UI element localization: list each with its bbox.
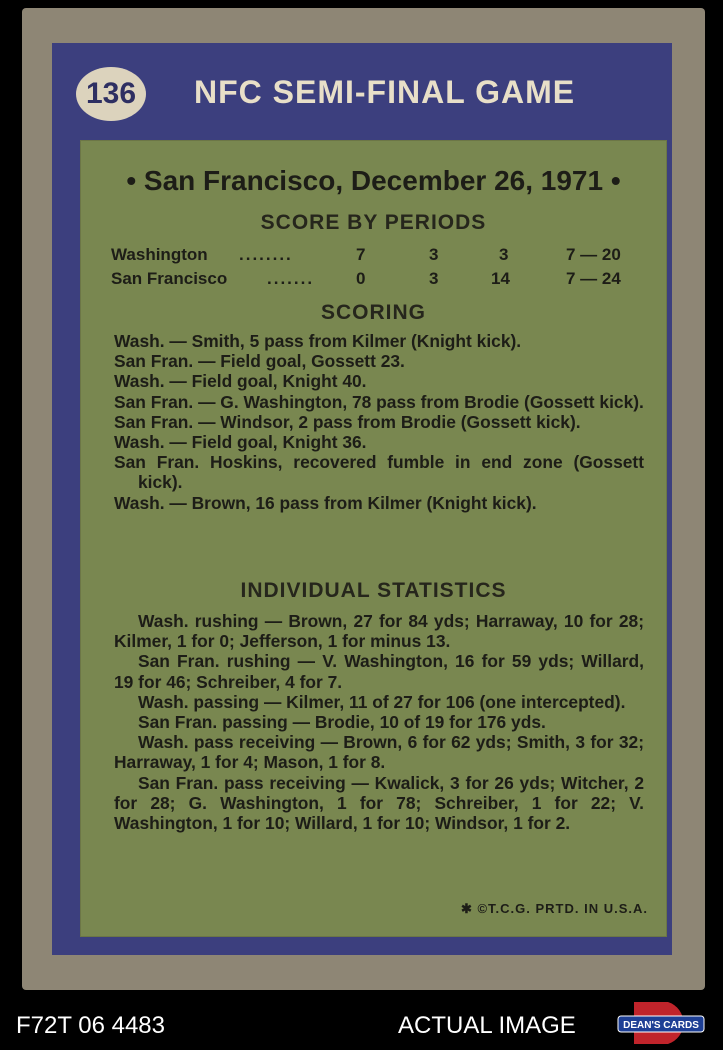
scoring-entry: Wash. — Smith, 5 pass from Kilmer (Knight kick). bbox=[114, 331, 522, 351]
period-3: 14 bbox=[491, 269, 510, 288]
period-2: 3 bbox=[429, 269, 439, 288]
scoring-entry: San Fran. — Field goal, Gossett 23. bbox=[114, 351, 405, 372]
score-row bbox=[111, 245, 646, 267]
team-name: San Francisco bbox=[111, 269, 228, 288]
stats-entry: Wash. pass receiving — Brown, 6 for 62 yds; Smith, 3 for 32; Harraway, 1 for 4; Mason, 1 for 8. bbox=[114, 732, 644, 773]
scoring-entry: Wash. — Field goal, Knight 36. bbox=[114, 432, 367, 453]
period-4-total: 7 — 20 bbox=[566, 245, 621, 264]
period-1: 7 bbox=[356, 245, 366, 264]
period-1: 0 bbox=[356, 269, 366, 288]
stats-entry: San Fran. rushing — V. Washington, 16 for 59 yds; Willard, 19 for 46; Schreiber, 4 for 7. bbox=[114, 651, 644, 692]
stats-entry: San Fran. pass receiving — Kwalick, 3 for 26 yds; Witcher, 2 for 28; G. Washington, 1 for 78; Schreiber, 1 for 22; V. Washington, 1 for 10; Willard, 1 for 10; Windsor, 1 for 2. bbox=[114, 772, 644, 834]
stats-entry: Wash. rushing — Brown, 27 for 84 yds; Harraway, 10 for 28; Kilmer, 1 for 0; Jefferson, 1 for minus 13. bbox=[114, 611, 644, 652]
scoring-heading: SCORING bbox=[320, 301, 426, 324]
deans-cards-logo bbox=[612, 1000, 710, 1046]
stats-entry: San Fran. passing — Brodie, 10 of 19 for 176 yds. bbox=[138, 712, 546, 733]
team-name: Washington bbox=[111, 245, 208, 264]
scoring-entry: Wash. — Field goal, Knight 40. bbox=[114, 371, 367, 392]
logo-text: DEAN'S CARDS bbox=[623, 1020, 699, 1031]
content-panel bbox=[80, 140, 667, 937]
cert-id: F72T 06 4483 bbox=[16, 1012, 166, 1039]
scoring-entry: San Fran. — Windsor, 2 pass from Brodie (Gossett kick). bbox=[114, 411, 581, 432]
score-row bbox=[111, 269, 646, 291]
score-heading: SCORE BY PERIODS bbox=[260, 211, 487, 234]
leader-dots: ........ bbox=[239, 245, 293, 264]
actual-image-label: ACTUAL IMAGE bbox=[398, 1012, 576, 1039]
card-number-badge: 136 bbox=[76, 67, 146, 121]
period-4-total: 7 — 24 bbox=[566, 269, 621, 288]
period-3: 3 bbox=[499, 245, 509, 264]
scoring-entry: Wash. — Brown, 16 pass from Kilmer (Knight kick). bbox=[114, 492, 537, 513]
card-title: NFC SEMI-FINAL GAME bbox=[194, 74, 576, 110]
scoring-list bbox=[114, 331, 644, 513]
scoring-entry: San Fran. Hoskins, recovered fumble in end zone (Gossett kick). bbox=[114, 452, 644, 493]
period-2: 3 bbox=[429, 245, 439, 264]
stats-list bbox=[114, 611, 644, 833]
scoring-entry: San Fran. — G. Washington, 78 pass from Brodie (Gossett kick). bbox=[114, 391, 644, 412]
copyright-line: ✱ ©T.C.G. PRTD. IN U.S.A. bbox=[460, 901, 648, 916]
dateline: • San Francisco, December 26, 1971 • bbox=[126, 165, 621, 196]
stats-entry: Wash. passing — Kilmer, 11 of 27 for 106 (one intercepted). bbox=[138, 691, 626, 712]
stats-heading: INDIVIDUAL STATISTICS bbox=[240, 579, 507, 602]
leader-dots: ....... bbox=[267, 269, 315, 288]
